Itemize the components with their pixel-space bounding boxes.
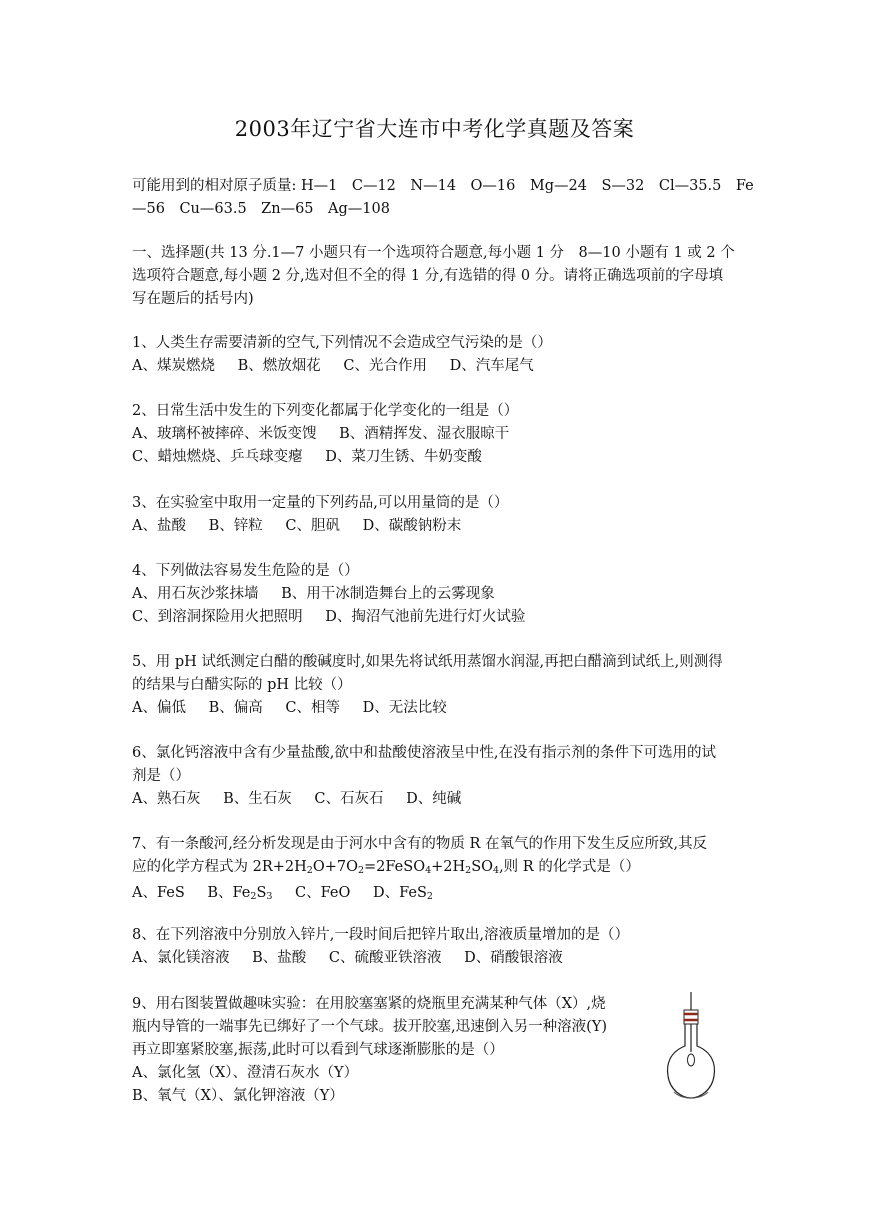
question-stem: 的结果与白醋实际的 pH 比较（）	[132, 677, 352, 693]
option-a: A、熟石灰	[132, 791, 201, 807]
page-title: 2003年辽宁省大连市中考化学真题及答案	[234, 117, 635, 141]
section-instructions	[132, 242, 738, 311]
option-d: D、汽车尾气	[449, 358, 534, 374]
option-c: C、蜡烛燃烧、乒乓球变瘪	[132, 449, 303, 465]
option-b: B、锌粒	[208, 518, 263, 534]
option-b: B、氧气（X）、氯化钾溶液（Y）	[132, 1088, 344, 1104]
chemical-equation: 应的化学方程式为 $2R+2H_2O+7O_2=2FeSO_4+2H_2SO_4$,则 R 的化学式是（）	[132, 859, 640, 876]
question-7	[132, 833, 738, 908]
option-c: C、FeO	[295, 885, 351, 901]
question-options	[132, 446, 738, 469]
option-c: C、到溶洞探险用火把照明	[132, 609, 303, 625]
option-d: D、菜刀生锈、牛奶变酸	[325, 449, 482, 465]
question-8	[132, 924, 738, 970]
option-a: A、煤炭燃烧	[132, 358, 215, 374]
flask-balloon-apparatus-diagram	[660, 990, 730, 1102]
option-a: A、盐酸	[132, 518, 186, 534]
option-d: D、无法比较	[362, 700, 447, 716]
option-b: B、生石灰	[223, 791, 292, 807]
option-a: A、氯化氢（X）、澄清石灰水（Y）	[132, 1065, 359, 1081]
option-b: B、$Fe_2S_3$	[207, 885, 273, 902]
option-a: A、FeS	[132, 885, 185, 901]
question-stem: 3、在实验室中取用一定量的下列药品,可以用量筒的是（）	[132, 495, 509, 511]
flask-base	[674, 1092, 708, 1098]
balloon	[688, 1054, 695, 1066]
option-a: A、偏低	[132, 700, 186, 716]
question-4	[132, 560, 738, 629]
instructions-line2: 选项符合题意,每小题 2 分,选对但不全的得 1 分,有选错的得 0 分。请将正确选项前的字母填	[132, 268, 724, 284]
option-b: B、盐酸	[252, 950, 307, 966]
option-c: C、石灰石	[314, 791, 384, 807]
option-c: C、硫酸亚铁溶液	[328, 950, 442, 966]
option-c: C、胆矾	[285, 518, 340, 534]
option-a: A、用石灰沙浆抹墙	[132, 586, 259, 602]
question-options	[132, 583, 738, 606]
question-options	[132, 882, 738, 908]
option-b: B、燃放烟花	[237, 358, 321, 374]
atomic-masses-line2: —56 Cu—63.5 Zn—65 Ag—108	[132, 201, 390, 217]
atomic-masses	[132, 175, 754, 221]
question-1	[132, 332, 738, 378]
question-options	[132, 697, 738, 720]
question-stem: 4、下列做法容易发生危险的是（）	[132, 563, 359, 579]
question-stem: 1、人类生存需要清新的空气,下列情况不会造成空气污染的是（）	[132, 335, 552, 351]
option-a: A、氯化镁溶液	[132, 950, 230, 966]
question-9	[132, 993, 642, 1108]
question-stem: 6、氯化钙溶液中含有少量盐酸,欲中和盐酸使溶液呈中性,在没有指示剂的条件下可选用的试	[132, 745, 716, 761]
question-2	[132, 400, 738, 469]
question-options	[132, 355, 738, 378]
option-d: D、掏沼气池前先进行灯火试验	[325, 609, 526, 625]
question-options	[132, 423, 738, 446]
question-stem: 剂是（）	[132, 768, 190, 784]
atomic-masses-line1: 可能用到的相对原子质量: H—1 C—12 N—14 O—16 Mg—24 S—32 Cl—35.5 Fe	[132, 178, 754, 194]
question-options	[132, 788, 738, 811]
question-options	[132, 515, 738, 538]
option-d: D、碳酸钠粉末	[362, 518, 462, 534]
question-stem: 9、用右图装置做趣味实验：在用胶塞塞紧的烧瓶里充满某种气体（X）,烧	[132, 996, 606, 1012]
question-options	[132, 947, 738, 970]
option-d: D、纯碱	[406, 791, 462, 807]
question-stem: 瓶内导管的一端事先已绑好了一个气球。拔开胶塞,迅速倒入另一种溶液(Y)	[132, 1019, 607, 1035]
option-c: C、光合作用	[343, 358, 427, 374]
question-3	[132, 492, 738, 538]
question-options	[132, 606, 738, 629]
question-stem: 再立即塞紧胶塞,振荡,此时可以看到气球逐渐膨胀的是（）	[132, 1042, 504, 1058]
rubber-stopper	[684, 1010, 698, 1024]
question-5	[132, 651, 738, 720]
option-b: B、酒精挥发、湿衣服晾干	[339, 426, 510, 442]
question-stem: 8、在下列溶液中分别放入锌片,一段时间后把锌片取出,溶液质量增加的是（）	[132, 927, 629, 943]
question-6	[132, 742, 738, 811]
instructions-line3: 写在题后的括号内)	[132, 291, 254, 307]
instructions-line1: 一、选择题(共 13 分.1—7 小题只有一个选项符合题意,每小题 1 分 8—10 小题有 1 或 2 个	[132, 245, 735, 261]
question-stem: 5、用 pH 试纸测定白醋的酸碱度时,如果先将试纸用蒸馏水润湿,再把白醋滴到试纸上,则测得	[132, 654, 723, 670]
option-a: A、玻璃杯被摔碎、米饭变馊	[132, 426, 317, 442]
option-d: D、硝酸银溶液	[464, 950, 563, 966]
question-stem: 7、有一条酸河,经分析发现是由于河水中含有的物质 R 在氧气的作用下发生反应所致,其反	[132, 836, 708, 852]
option-b: B、用干冰制造舞台上的云雾现象	[281, 586, 495, 602]
question-stem: 2、日常生活中发生的下列变化都属于化学变化的一组是（）	[132, 403, 519, 419]
option-d: D、FeS$_2$	[372, 885, 433, 902]
option-c: C、相等	[285, 700, 340, 716]
option-b: B、偏高	[208, 700, 263, 716]
